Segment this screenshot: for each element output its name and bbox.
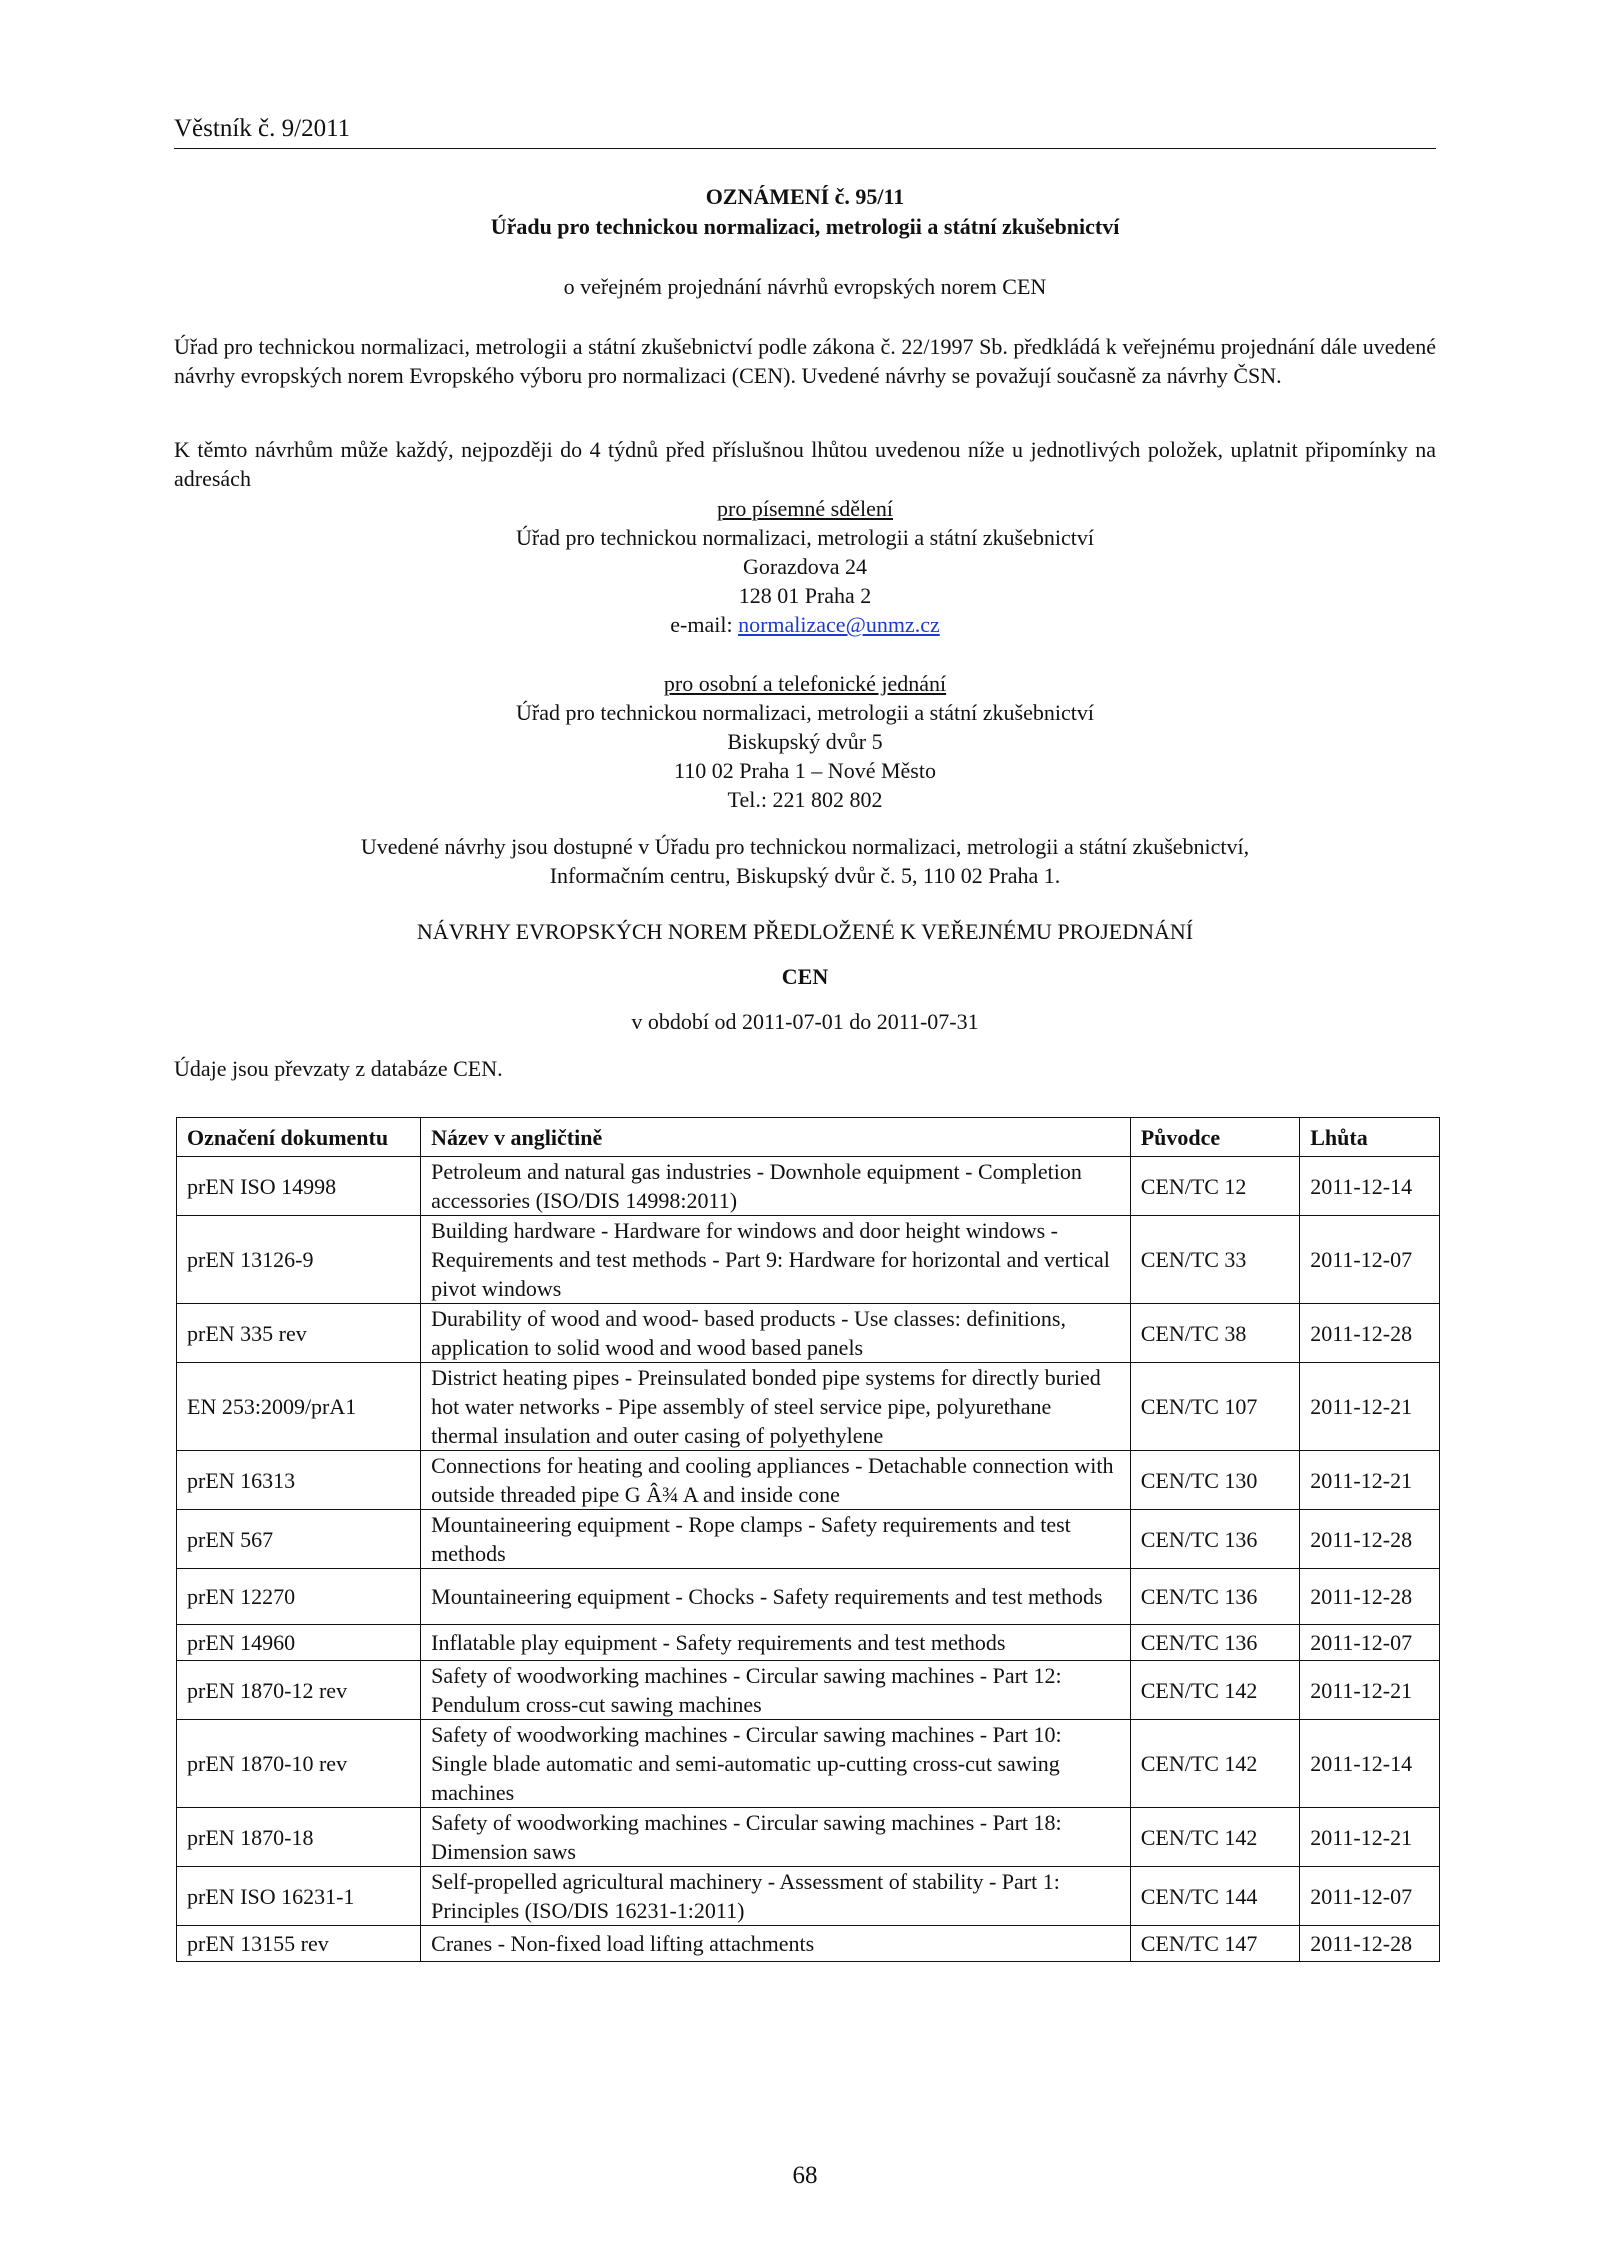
table-row: [177, 1510, 1440, 1569]
cell-title: Safety of woodworking machines - Circular sawing machines - Part 10: Single blade automatic and semi-automatic up-cutting cross-cut sawing machines: [421, 1720, 1131, 1808]
address-written-org: Úřad pro technickou normalizaci, metrologii a státní zkušebnictví: [516, 525, 1094, 550]
cell-title: District heating pipes - Preinsulated bonded pipe systems for directly buried hot water networks - Pipe assembly of steel service pipe, polyurethane thermal insulation and outer casing of polyethylene: [421, 1363, 1131, 1451]
cell-title: Mountaineering equipment - Rope clamps - Safety requirements and test methods: [421, 1510, 1131, 1569]
column-header-deadline: Lhůta: [1300, 1118, 1440, 1157]
cell-designation: prEN 13126-9: [177, 1216, 421, 1304]
section-org: CEN: [781, 964, 829, 989]
table-header-row: [177, 1118, 1440, 1157]
cell-designation: prEN 16313: [177, 1451, 421, 1510]
cell-title: Durability of wood and wood- based products - Use classes: definitions, application to solid wood and wood based panels: [421, 1304, 1131, 1363]
column-header-origin: Původce: [1130, 1118, 1300, 1157]
issuing-office: Úřadu pro technickou normalizaci, metrologii a státní zkušebnictví: [490, 214, 1120, 239]
cell-deadline: 2011-12-28: [1300, 1926, 1440, 1962]
address-personal-org: Úřad pro technickou normalizaci, metrologii a státní zkušebnictví: [516, 700, 1094, 725]
section-title: NÁVRHY EVROPSKÝCH NOREM PŘEDLOŽENÉ K VEŘEJNÉMU PROJEDNÁNÍ: [416, 919, 1194, 944]
standards-table: [176, 1117, 1440, 1962]
address-written-city: 128 01 Praha 2: [738, 583, 872, 608]
email-label: e-mail:: [670, 612, 739, 637]
cell-title: Cranes - Non-fixed load lifting attachments: [421, 1926, 1131, 1962]
table-row: [177, 1363, 1440, 1451]
cell-deadline: 2011-12-28: [1300, 1304, 1440, 1363]
cell-deadline: 2011-12-07: [1300, 1216, 1440, 1304]
cell-origin: CEN/TC 12: [1130, 1157, 1300, 1216]
announcement-title: OZNÁMENÍ č. 95/11: [705, 184, 905, 209]
table-row: [177, 1867, 1440, 1926]
cell-title: Self-propelled agricultural machinery - Assessment of stability - Part 1: Principles (ISO/DIS 16231-1:2011): [421, 1867, 1131, 1926]
address-personal: [174, 669, 1436, 814]
availability-line-1: Uvedené návrhy jsou dostupné v Úřadu pro technickou normalizaci, metrologii a státní zkušebnictví,: [360, 834, 1250, 859]
cell-deadline: 2011-12-21: [1300, 1451, 1440, 1510]
cell-title: Safety of woodworking machines - Circular sawing machines - Part 18: Dimension saws: [421, 1808, 1131, 1867]
cell-origin: CEN/TC 144: [1130, 1867, 1300, 1926]
cell-title: Safety of woodworking machines - Circular sawing machines - Part 12: Pendulum cross-cut sawing machines: [421, 1661, 1131, 1720]
running-header: [174, 110, 1436, 149]
cell-deadline: 2011-12-07: [1300, 1867, 1440, 1926]
table-row: [177, 1808, 1440, 1867]
cell-origin: CEN/TC 136: [1130, 1625, 1300, 1661]
cell-designation: prEN 12270: [177, 1569, 421, 1625]
cell-origin: CEN/TC 107: [1130, 1363, 1300, 1451]
cell-designation: prEN ISO 14998: [177, 1157, 421, 1216]
journal-name: Věstník č. 9/2011: [174, 115, 351, 142]
table-row: [177, 1569, 1440, 1625]
cell-deadline: 2011-12-21: [1300, 1661, 1440, 1720]
cell-title: Petroleum and natural gas industries - Downhole equipment - Completion accessories (ISO/DIS 14998:2011): [421, 1157, 1131, 1216]
column-header-designation: Označení dokumentu: [177, 1118, 421, 1157]
cell-deadline: 2011-12-28: [1300, 1569, 1440, 1625]
availability-note: [174, 832, 1436, 890]
table-row: [177, 1661, 1440, 1720]
cell-designation: EN 253:2009/prA1: [177, 1363, 421, 1451]
address-personal-phone: Tel.: 221 802 802: [727, 787, 883, 812]
cell-origin: CEN/TC 136: [1130, 1510, 1300, 1569]
cell-deadline: 2011-12-07: [1300, 1625, 1440, 1661]
address-written: [174, 494, 1436, 639]
address-written-heading: pro písemné sdělení: [717, 496, 893, 521]
cell-designation: prEN 13155 rev: [177, 1926, 421, 1962]
table-row: [177, 1216, 1440, 1304]
cell-designation: prEN 14960: [177, 1625, 421, 1661]
table-row: [177, 1304, 1440, 1363]
address-personal-street: Biskupský dvůr 5: [727, 729, 883, 754]
cell-designation: prEN 1870-12 rev: [177, 1661, 421, 1720]
cell-origin: CEN/TC 142: [1130, 1720, 1300, 1808]
page-number: 68: [792, 2162, 818, 2189]
cell-origin: CEN/TC 142: [1130, 1808, 1300, 1867]
email-link[interactable]: normalizace@unmz.cz: [738, 612, 940, 637]
cell-designation: prEN ISO 16231-1: [177, 1867, 421, 1926]
column-header-title: Název v angličtině: [421, 1118, 1131, 1157]
cell-origin: CEN/TC 142: [1130, 1661, 1300, 1720]
cell-title: Building hardware - Hardware for windows and door height windows - Requirements and test methods - Part 9: Hardware for horizontal and vertical pivot windows: [421, 1216, 1131, 1304]
address-written-email-line: [174, 610, 1436, 639]
cell-designation: prEN 1870-18: [177, 1808, 421, 1867]
table-row: [177, 1451, 1440, 1510]
cell-deadline: 2011-12-21: [1300, 1808, 1440, 1867]
cell-designation: prEN 1870-10 rev: [177, 1720, 421, 1808]
table-row: [177, 1720, 1440, 1808]
intro-paragraph: Úřad pro technickou normalizaci, metrologii a státní zkušebnictví podle zákona č. 22/1997 Sb. předkládá k veřejnému projednání dále uvedené návrhy evropských norem Evropského výboru pro normalizaci (CEN). Uvedené návrhy se považují současně za návrhy ČSN.: [174, 334, 1436, 388]
table-row: [177, 1926, 1440, 1962]
cell-origin: CEN/TC 147: [1130, 1926, 1300, 1962]
address-personal-heading: pro osobní a telefonické jednání: [663, 671, 947, 696]
period: v období od 2011-07-01 do 2011-07-31: [631, 1009, 979, 1034]
table-row: [177, 1625, 1440, 1661]
cell-title: Connections for heating and cooling appliances - Detachable connection with outside threaded pipe G Â¾ A and inside cone: [421, 1451, 1131, 1510]
cell-designation: prEN 335 rev: [177, 1304, 421, 1363]
cell-designation: prEN 567: [177, 1510, 421, 1569]
cell-origin: CEN/TC 130: [1130, 1451, 1300, 1510]
cell-deadline: 2011-12-14: [1300, 1157, 1440, 1216]
cell-deadline: 2011-12-28: [1300, 1510, 1440, 1569]
cell-title: Inflatable play equipment - Safety requirements and test methods: [421, 1625, 1131, 1661]
cell-origin: CEN/TC 136: [1130, 1569, 1300, 1625]
title-block: [174, 183, 1436, 241]
address-personal-city: 110 02 Praha 1 – Nové Město: [674, 758, 936, 783]
table-row: [177, 1157, 1440, 1216]
address-written-street: Gorazdova 24: [742, 554, 867, 579]
cell-deadline: 2011-12-14: [1300, 1720, 1440, 1808]
cell-origin: CEN/TC 33: [1130, 1216, 1300, 1304]
cell-deadline: 2011-12-21: [1300, 1363, 1440, 1451]
availability-line-2: Informačním centru, Biskupský dvůr č. 5, 110 02 Praha 1.: [549, 863, 1061, 888]
comments-paragraph: K těmto návrhům může každý, nejpozději do 4 týdnů před příslušnou lhůtou uvedenou níže u jednotlivých položek, uplatnit připomínky na adresách: [174, 437, 1436, 491]
source-note: Údaje jsou převzaty z databáze CEN.: [174, 1056, 503, 1081]
cell-origin: CEN/TC 38: [1130, 1304, 1300, 1363]
cell-title: Mountaineering equipment - Chocks - Safety requirements and test methods: [421, 1569, 1131, 1625]
announcement-subtitle: o veřejném projednání návrhů evropských norem CEN: [563, 274, 1047, 299]
